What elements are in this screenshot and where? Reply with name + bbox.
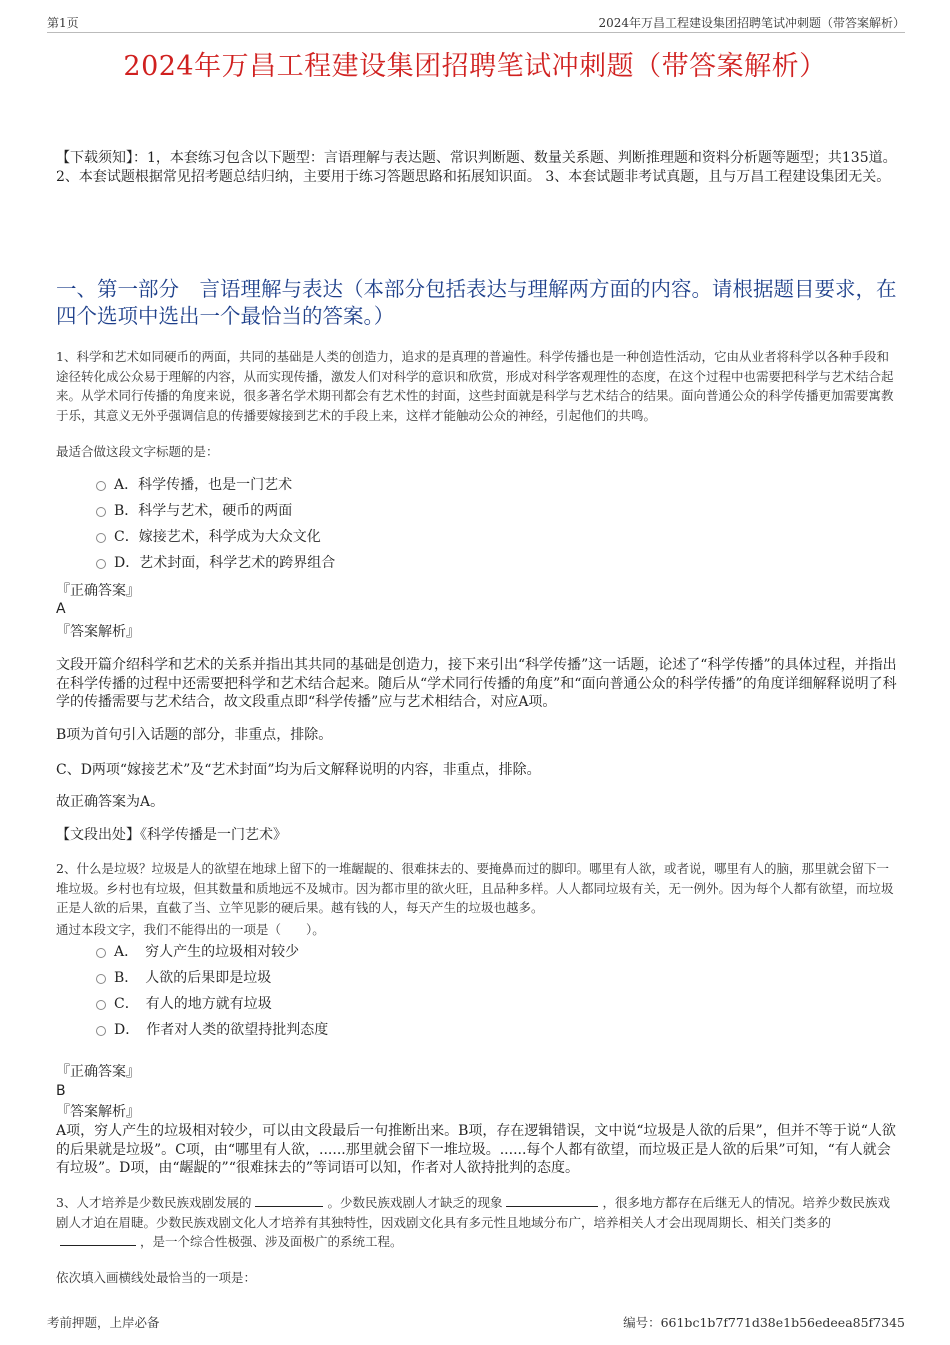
option-label: D． 作者对人类的欲望持批判态度: [114, 1022, 329, 1038]
q2-prompt: 通过本段文字，我们不能得出的一项是（ ）。: [56, 922, 325, 937]
page-header: [47, 12, 905, 33]
download-notice: 【下载须知】：1，本套练习包含以下题型：言语理解与表达题、常识判断题、数量关系题、判断推理题和资料分析题等题型；共135道。 2、本套试题根据常见招考题总结归纳，主要用于练习答题思路和拓展知识面。 3、本套试题非考试真题，且与万昌工程建设集团无关。: [56, 150, 897, 185]
document-title: 2024年万昌工程建设集团招聘笔试冲刺题（带答案解析）: [123, 51, 827, 82]
q2-analysis-label: 『答案解析』: [56, 1104, 140, 1120]
page-number: 第1页: [47, 16, 79, 30]
radio-icon[interactable]: [96, 1026, 106, 1036]
q1-option-d[interactable]: [96, 552, 335, 578]
q2-answer: B: [56, 1083, 66, 1099]
q2-analysis: A项，穷人产生的垃圾相对较少，可以由文段最后一句推断出来。B项，存在逻辑错误，文中说“垃圾是人欲的后果”，但并不等于说“人欲的后果就是垃圾”。C项，由“哪里有人欲，......那里就会留下一堆垃圾。......每个人都有欲望，而垃圾正是人欲的后果”可知，“有人就会有垃圾”。D项，由“龌龊的”“很难抹去的”等词语可以知，作者对人欲持批判的态度。: [56, 1123, 896, 1176]
q1-option-c[interactable]: [96, 526, 335, 552]
q2-answer-label: 『正确答案』: [56, 1064, 140, 1080]
fill-blank-1[interactable]: [255, 1194, 323, 1207]
q1-analysis-3: C、D两项“嫁接艺术”及“艺术封面”均为后文解释说明的内容，非重点，排除。: [56, 762, 541, 778]
q3-text-c: ，很多地方都存在后继无人的情况。培养少数民族戏剧人才迫在眉睫。少数民族戏剧文化人才培养有其独特性，因戏剧文化具有多元性且地域分布广，培养相关人才会出现周期长、相关门类多的: [56, 1195, 890, 1230]
section-heading: 一、第一部分 言语理解与表达（本部分包括表达与理解两方面的内容。请根据题目要求，在四个选项中选出一个最恰当的答案。）: [56, 277, 897, 328]
q1-option-a[interactable]: [96, 474, 335, 500]
q3-text-d: ，是一个综合性极强、涉及面极广的系统工程。: [140, 1234, 403, 1249]
q1-prompt: 最适合做这段文字标题的是：: [56, 444, 219, 459]
q1-options: [96, 474, 335, 578]
q2-option-d[interactable]: [96, 1019, 328, 1045]
q1-analysis-2: B项为首句引入话题的部分，非重点，排除。: [56, 727, 333, 743]
option-label: D．艺术封面，科学艺术的跨界组合: [114, 555, 336, 571]
q2-option-b[interactable]: [96, 967, 328, 993]
q1-answer-label: 『正确答案』: [56, 583, 140, 599]
q3-prompt: 依次填入画横线处最恰当的一项是：: [56, 1270, 257, 1285]
radio-icon[interactable]: [96, 948, 106, 958]
option-label: B．科学与艺术，硬币的两面: [114, 503, 293, 519]
q1-answer: A: [56, 601, 66, 617]
q2-option-c[interactable]: [96, 993, 328, 1019]
footer-doc-id: 编号：661bc1b7f771d38e1b56edeea85f7345: [623, 1315, 905, 1330]
q3-passage: [56, 1193, 901, 1252]
radio-icon[interactable]: [96, 1000, 106, 1010]
header-doc-title: 2024年万昌工程建设集团招聘笔试冲刺题（带答案解析）: [598, 16, 905, 30]
q1-option-b[interactable]: [96, 500, 335, 526]
q1-source: 【文段出处】《科学传播是一门艺术》: [56, 827, 287, 843]
option-label: B． 人欲的后果即是垃圾: [114, 970, 272, 986]
footer-slogan: 考前押题，上岸必备: [47, 1315, 160, 1330]
option-label: C． 有人的地方就有垃圾: [114, 996, 272, 1012]
radio-icon[interactable]: [96, 507, 106, 517]
q2-passage: 2、什么是垃圾？垃圾是人的欲望在地球上留下的一堆龌龊的、很难抹去的、要掩鼻而过的脚印。哪里有人欲，或者说，哪里有人的脑，那里就会留下一堆垃圾。乡村也有垃圾，但其数量和质地远不及城市。因为都市里的欲火旺，且品种多样。人人都同垃圾有关，无一例外。因为每个人都有欲望，而垃圾正是人欲的后果，直截了当、立竿见影的硬后果。越有钱的人，每天产生的垃圾也越多。: [56, 861, 894, 915]
fill-blank-3[interactable]: [60, 1233, 136, 1246]
q3-text-a: 3、人才培养是少数民族戏剧发展的: [56, 1195, 252, 1210]
q2-option-a[interactable]: [96, 941, 328, 967]
q3-text-b: 。少数民族戏剧人才缺乏的现象: [327, 1195, 503, 1210]
q1-analysis-label: 『答案解析』: [56, 624, 140, 640]
option-label: A． 穷人产生的垃圾相对较少: [114, 944, 300, 960]
radio-icon[interactable]: [96, 974, 106, 984]
q1-passage: 1、科学和艺术如同硬币的两面，共同的基础是人类的创造力，追求的是真理的普遍性。科学传播也是一种创造性活动，它由从业者将科学以各种手段和途径转化成公众易于理解的内容，从而实现传播，激发人们对科学的意识和欣赏，形成对科学客观理性的态度，在这个过程中也需要把科学与艺术结合起来。从学术同行传播的角度来说，很多著名学术期刊都会有艺术性的封面，这些封面就是科学与艺术结合的结果。面向普通公众的科学传播更加需要寓教于乐，其意义无外乎强调信息的传播要嫁接到艺术的手段上来，这样才能触动公众的神经，引起他们的共鸣。: [56, 349, 894, 423]
radio-icon[interactable]: [96, 559, 106, 569]
fill-blank-2[interactable]: [506, 1194, 598, 1207]
option-label: C．嫁接艺术，科学成为大众文化: [114, 529, 321, 545]
q1-analysis-4: 故正确答案为A。: [56, 794, 165, 810]
radio-icon[interactable]: [96, 481, 106, 491]
q1-analysis-1: 文段开篇介绍科学和艺术的关系并指出其共同的基础是创造力，接下来引出“科学传播”这一话题，论述了“科学传播”的具体过程，并指出在科学传播的过程中还需要把科学和艺术结合起来。随后从“学术同行传播的角度”和“面向普通公众的科学传播”的角度详细解释说明了科学的传播需要与艺术结合，故文段重点即“科学传播”应与艺术相结合，对应A项。: [56, 657, 897, 710]
q2-options: [96, 941, 328, 1045]
radio-icon[interactable]: [96, 533, 106, 543]
option-label: A．科学传播，也是一门艺术: [114, 477, 293, 493]
